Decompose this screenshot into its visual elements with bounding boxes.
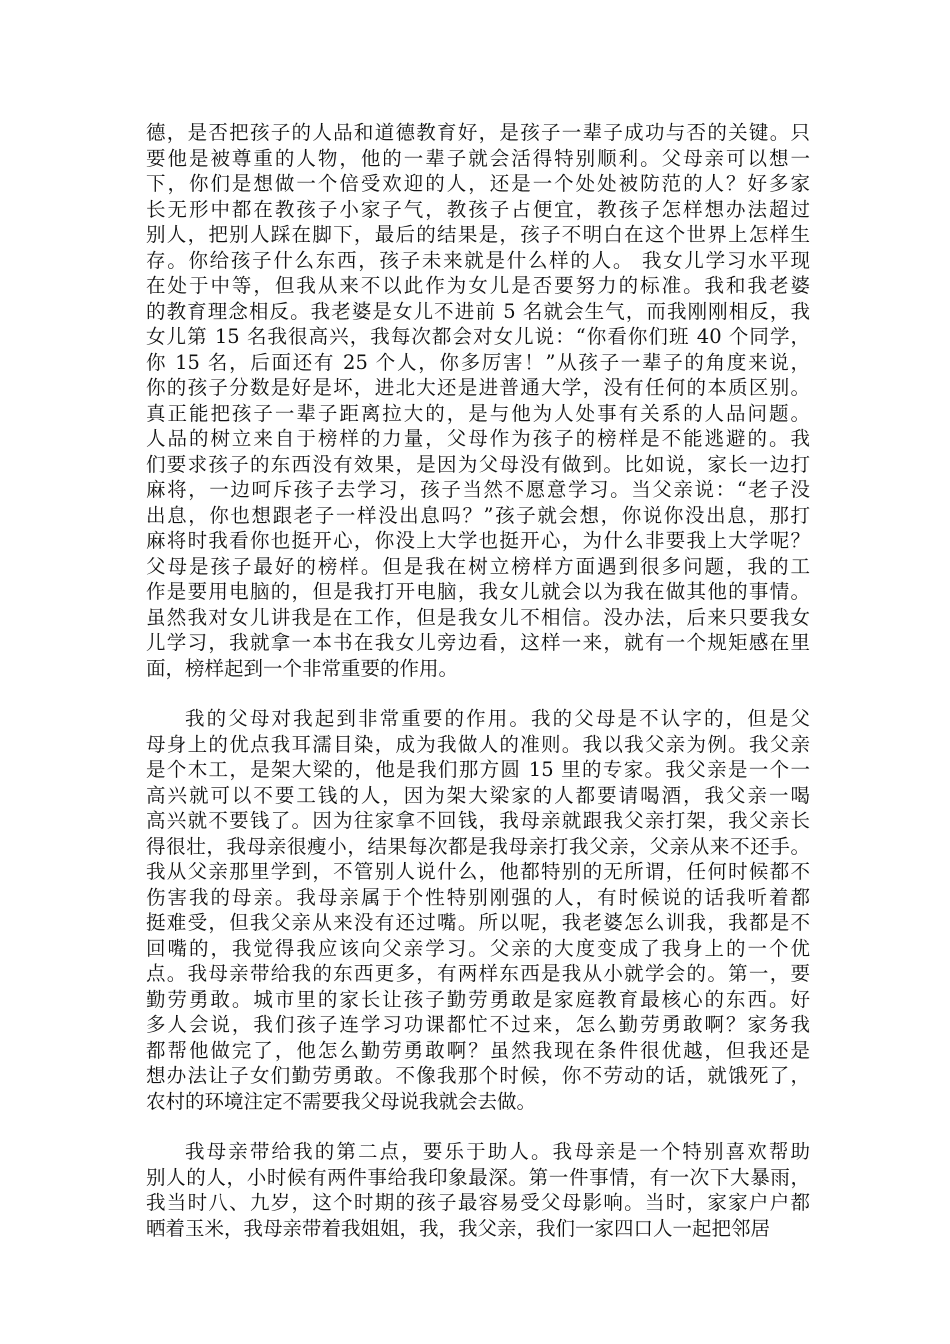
paragraph-p3 (146, 1139, 810, 1241)
text-line: 晒着玉米，我母亲带着我姐姐，我，我父亲，我们一家四口人一起把邻居 (146, 1216, 771, 1240)
paragraph-p2 (146, 706, 810, 1114)
text-line: 们要求孩子的东西没有效果，是因为父母没有做到。比如说，家长一边打 (146, 452, 810, 476)
text-line: 别人，把别人踩在脚下，最后的结果是，孩子不明白在这个世界上怎样生 (146, 223, 810, 246)
text-line: 真正能把孩子一辈子距离拉大的，是与他为人处事有关系的人品问题。 (146, 401, 810, 425)
text-line: 儿学习，我就拿一本书在我女儿旁边看，这样一来，就有一个规矩感在里 (146, 631, 810, 654)
text-line: 伤害我的母亲。我母亲属于个性特别刚强的人，有时候说的话我听着都 (146, 885, 810, 909)
text-line: 挺难受，但我父亲从来没有还过嘴。所以呢，我老婆怎么训我，我都是不 (146, 911, 810, 934)
text-line: 麻将时我看你也挺开心，你没上大学也挺开心，为什么非要我上大学呢？ (146, 529, 810, 552)
text-line: 是个木工，是架大梁的，他是我们那方圆 15 里的专家。我父亲是一个一 (146, 758, 810, 781)
text-line: 存。你给孩子什么东西，孩子未来就是什么样的人。 我女儿学习水平现 (146, 248, 810, 272)
text-line: 点。我母亲带给我的东西更多，有两样东西是我从小就学会的。第一，要 (146, 962, 810, 985)
text-line: 勤劳勇敢。城市里的家长让孩子勤劳勇敢是家庭教育最核心的东西。好 (146, 987, 810, 1011)
text-line: 农村的环境注定不需要我父母说我就会去做。 (146, 1089, 537, 1113)
paragraph-p1 (146, 120, 810, 681)
text-line: 长无形中都在教孩子小家子气，教孩子占便宜，教孩子怎样想办法超过 (146, 197, 810, 221)
document-page (146, 120, 810, 1241)
text-line: 回嘴的，我觉得我应该向父亲学习。父亲的大度变成了我身上的一个优 (146, 936, 810, 960)
text-line: 想办法让子女们勤劳勇敢。不像我那个时候，你不劳动的话，就饿死了， (146, 1064, 810, 1087)
text-line: 德，是否把孩子的人品和道德教育好，是孩子一辈子成功与否的关键。只 (146, 121, 810, 144)
paragraph-gap (146, 681, 810, 706)
text-line: 作是要用电脑的，但是我打开电脑，我女儿就会以为我在做其他的事情。 (146, 580, 810, 603)
text-line: 下，你们是想做一个倍受欢迎的人，还是一个处处被防范的人？好多家 (146, 172, 810, 195)
text-line: 我母亲带给我的第二点，要乐于助人。我母亲是一个特别喜欢帮助 (185, 1140, 810, 1163)
text-line: 麻将，一边呵斥孩子去学习，孩子当然不愿意学习。当父亲说：“老子没 (146, 478, 810, 501)
text-line: 你 15 名，后面还有 25 个人，你多厉害！”从孩子一辈子的角度来说， (146, 350, 810, 374)
text-line: 出息，你也想跟老子一样没出息吗？”孩子就会想，你说你没出息，那打 (146, 503, 810, 527)
text-line: 我当时八、九岁，这个时期的孩子最容易受父母影响。当时，家家户户都 (146, 1191, 810, 1214)
text-line: 我从父亲那里学到，不管别人说什么，他都特别的无所谓，任何时候都不 (146, 860, 810, 883)
text-line: 母身上的优点我耳濡目染，成为我做人的准则。我以我父亲为例。我父亲 (146, 732, 810, 756)
text-line: 你的孩子分数是好是坏，进北大还是进普通大学，没有任何的本质区别。 (146, 376, 810, 399)
paragraph-gap (146, 1114, 810, 1139)
text-line: 面，榜样起到一个非常重要的作用。 (146, 656, 459, 680)
text-line: 要他是被尊重的人物，他的一辈子就会活得特别顺利。父母亲可以想一 (146, 146, 810, 170)
text-line: 高兴就可以不要工钱的人，因为架大梁家的人都要请喝酒，我父亲一喝 (146, 783, 810, 807)
text-line: 都帮他做完了，他怎么勤劳勇敢啊？虽然我现在条件很优越，但我还是 (146, 1038, 810, 1062)
text-line: 多人会说，我们孩子连学习功课都忙不过来，怎么勤劳勇敢啊？家务我 (146, 1013, 810, 1036)
text-line: 人品的树立来自于榜样的力量，父母作为孩子的榜样是不能逃避的。我 (146, 427, 810, 450)
text-line: 虽然我对女儿讲我是在工作，但是我女儿不相信。没办法，后来只要我女 (146, 605, 810, 629)
text-line: 别人的人，小时候有两件事给我印象最深。第一件事情，有一次下大暴雨， (146, 1165, 810, 1189)
text-line: 我的父母对我起到非常重要的作用。我的父母是不认字的，但是父 (185, 707, 810, 730)
text-line: 在处于中等，但我从来不以此作为女儿是否要努力的标准。我和我老婆 (146, 274, 810, 297)
text-line: 的教育理念相反。我老婆是女儿不进前 5 名就会生气，而我刚刚相反，我 (146, 299, 810, 323)
text-line: 女儿第 15 名我很高兴，我每次都会对女儿说：“你看你们班 40 个同学， (146, 325, 810, 348)
text-line: 得很壮，我母亲很瘦小，结果每次都是我母亲打我父亲，父亲从来不还手。 (146, 834, 810, 858)
text-line: 父母是孩子最好的榜样。但是我在树立榜样方面遇到很多问题，我的工 (146, 554, 810, 578)
text-line: 高兴就不要钱了。因为往家拿不回钱，我母亲就跟我父亲打架，我父亲长 (146, 809, 810, 832)
